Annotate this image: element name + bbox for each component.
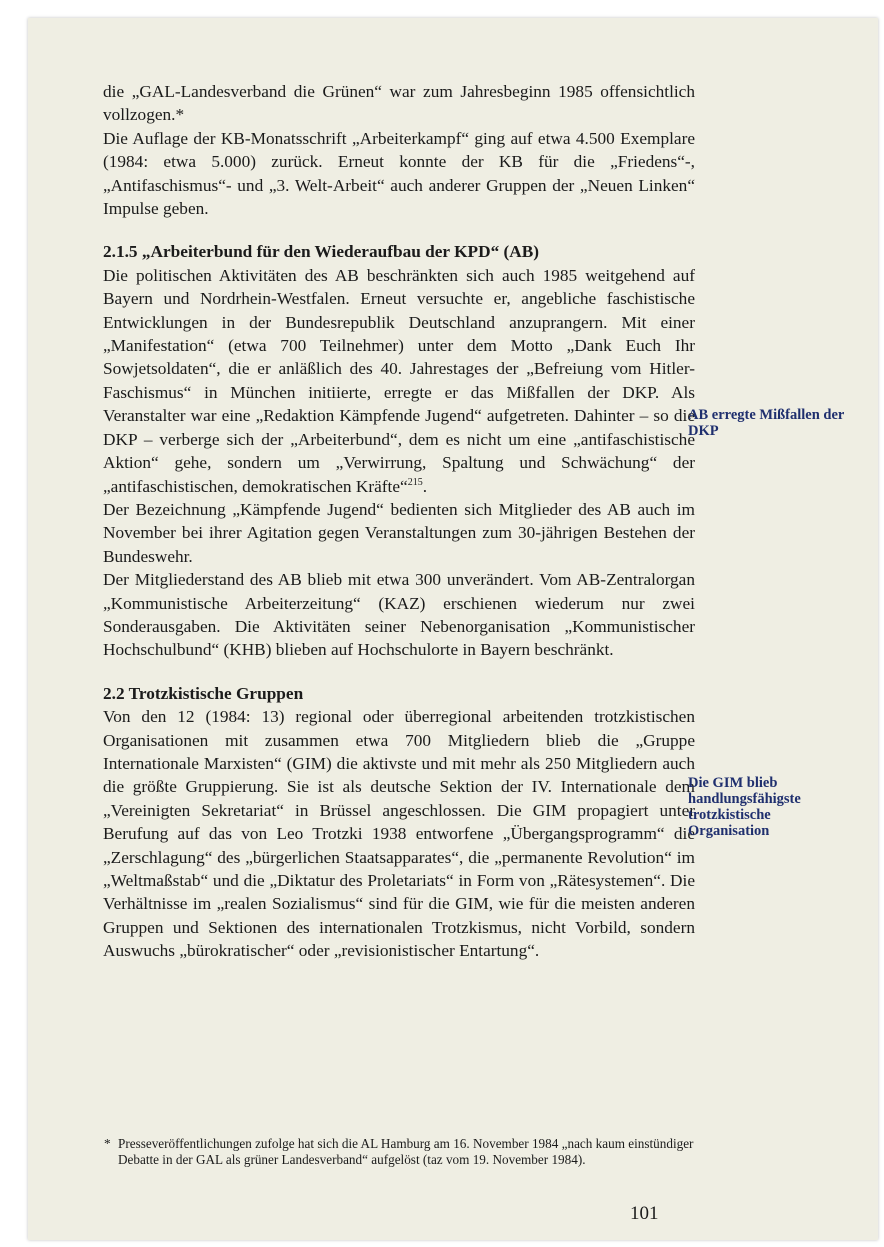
main-text [103, 80, 695, 963]
margin-note-gim: Die GIM blieb handlungsfähigste trotzkistische Organisation [688, 775, 801, 839]
paragraph-ab-kaempfende-jugend: Der Bezeichnung „Kämpfende Jugend“ bedienten sich Mitglieder des AB auch im November bei ihrer Agitation gegen Veranstaltungen zum 30-jährigen Bestehen der Bundeswehr. [103, 499, 695, 566]
paragraph-trotzkisten: Von den 12 (1984: 13) regional oder überregional arbeitenden trotzkistischen Organisationen mit zusammen etwa 700 Mitgliedern blieb die „Gruppe Internationale Marxisten“ (GIM) die aktivste und mit mehr als 250 Mitgliedern auch die größte Gruppierung. Sie ist als deutsche Sektion der IV. Internationale dem „Vereinigten Sekretariat“ in Brüssel angeschlossen. Die GIM propagiert unter Berufung auf das von Leo Trotzki 1938 entworfene „Übergangsprogramm“ die „Zerschlagung“ des „bürgerlichen Staatsapparates“, die „permanente Revolution“ im „Weltmaßstab“ und die „Diktatur des Proletariats“ in Form von „Rätesystemen“. Die Verhältnisse im „realen Sozialismus“ sind für die GIM, wie für die meisten anderen Gruppen und Sektionen des internationalen Trotzkismus, nicht Vorbild, sondern Auswuchs „bürokratischer“ oder „revisionistischer Entartung“. [103, 707, 695, 961]
footnote-mark: * [104, 1136, 111, 1151]
section-heading-trotzkisten: 2.2 Trotzkistische Gruppen [103, 683, 304, 703]
paragraph-ab-aktivitaeten: Die politischen Aktivitäten des AB beschränkten sich auch 1985 weitgehend auf Bayern und Nordrhein-Westfalen. Erneut versuchte er, angebliche faschistische Entwicklungen in der Bundesrepublik Deutschland anzuprangern. Mit einer „Manifestation“ (etwa 700 Teilnehmer) unter dem Motto „Dank Euch Ihr Sowjetsoldaten“, die er anläßlich des 40. Jahrestages der „Befreiung vom Hitler-Faschismus“ in München initiierte, erregte er das Mißfallen der DKP. Als Veranstalter war eine „Redaktion Kämpfende Jugend“ aufgetreten. Dahinter – so die DKP – verberge sich der „Arbeiterbund“, dem es nicht um eine „antifaschistische Aktion“ gehe, sondern um „Verwirrung, Spaltung und Schwächung“ der „antifaschistischen, demokratischen Kräfte“$^{215}$. [103, 265, 695, 496]
document-page [28, 18, 878, 1240]
footnote-reference: 215 [407, 476, 423, 488]
paragraph-kb-auflage: Die Auflage der KB-Monatsschrift „Arbeiterkampf“ ging auf etwa 4.500 Exemplare (1984: etwa 5.000) zurück. Erneut konnte der KB für die „Friedens“-, „Antifaschismus“- und „3. Welt-Arbeit“ auch anderer Gruppen der „Neuen Linken“ Impulse geben. [103, 128, 695, 219]
footnote-text: Presseveröffentlichungen zufolge hat sich die AL Hamburg am 16. November 1984 „nach kaum einstündiger Debatte in der GAL als grüner Landesverband“ aufgelöst (taz vom 19. November 1984). [118, 1136, 694, 1167]
section-heading-ab: 2.1.5 „Arbeiterbund für den Wiederaufbau der KPD“ (AB) [103, 242, 540, 262]
page-number: 101 [630, 1203, 659, 1224]
footnote [104, 1136, 698, 1168]
margin-note-ab: AB erregte Mißfallen der DKP [688, 407, 845, 439]
paragraph-gal: die „GAL-Landesverband die Grünen“ war zum Jahresbeginn 1985 offensichtlich vollzogen.* [103, 82, 695, 125]
paragraph-ab-mitglieder: Der Mitgliederstand des AB blieb mit etwa 300 unverändert. Vom AB-Zentralorgan „Kommunistische Arbeiterzeitung“ (KAZ) erschienen wiederum nur zwei Sonderausgaben. Die Aktivitäten seiner Nebenorganisation „Kommunistischer Hochschulbund“ (KHB) blieben auf Hochschulorte in Bayern beschränkt. [103, 570, 695, 660]
